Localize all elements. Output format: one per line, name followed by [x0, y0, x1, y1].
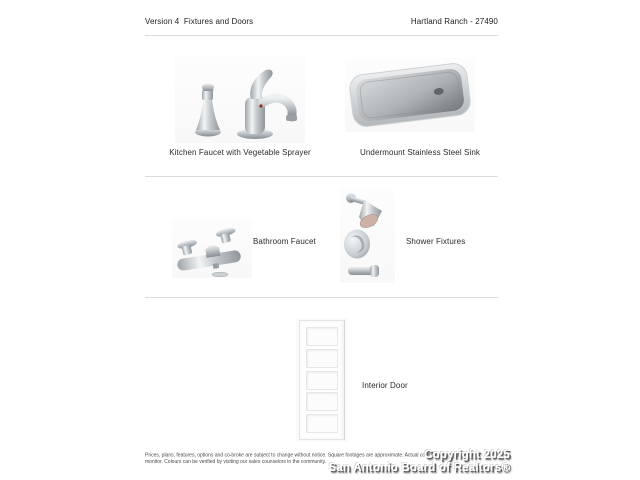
kitchen-faucet-caption: Kitchen Faucet with Vegetable Sprayer	[169, 148, 311, 157]
door-panel	[306, 349, 338, 368]
door-panel	[306, 327, 338, 346]
community-name: Hartland Ranch - 27490	[410, 17, 498, 26]
door-panel	[306, 392, 338, 411]
copyright-watermark-line1: Copyright 2025	[424, 449, 510, 461]
legal-disclaimer-line1: Prices, plans, features, options and co-broke are subject to change without notice. Square footages are approximate. Actual colors may vary by	[145, 452, 462, 458]
kitchen-faucet-photo	[175, 55, 305, 143]
door-slab	[299, 320, 345, 440]
section-divider	[145, 176, 498, 177]
bathroom-faucet-caption: Bathroom Faucet	[253, 237, 316, 246]
legal-disclaimer-line2: monitor. Colours can be verified by visiting our sales counselors in the community.	[145, 459, 327, 465]
section-divider	[145, 297, 498, 298]
bathroom-faucet-photo	[172, 218, 252, 278]
interior-door-caption: Interior Door	[362, 381, 408, 390]
shower-fixtures-caption: Shower Fixtures	[406, 237, 466, 246]
kitchen-sink-caption: Undermount Stainless Steel Sink	[359, 148, 481, 157]
copyright-watermark-line2: San Antonio Board of Realtors®	[328, 462, 510, 474]
shower-fixtures-photo	[340, 188, 395, 283]
door-panel	[306, 414, 338, 433]
interior-door-photo	[296, 318, 348, 442]
copyright-watermark	[329, 449, 510, 475]
section-divider	[145, 35, 498, 36]
kitchen-sink-photo	[345, 58, 475, 132]
document-title: Version 4 Fixtures and Doors	[145, 17, 254, 26]
door-panel	[306, 371, 338, 390]
